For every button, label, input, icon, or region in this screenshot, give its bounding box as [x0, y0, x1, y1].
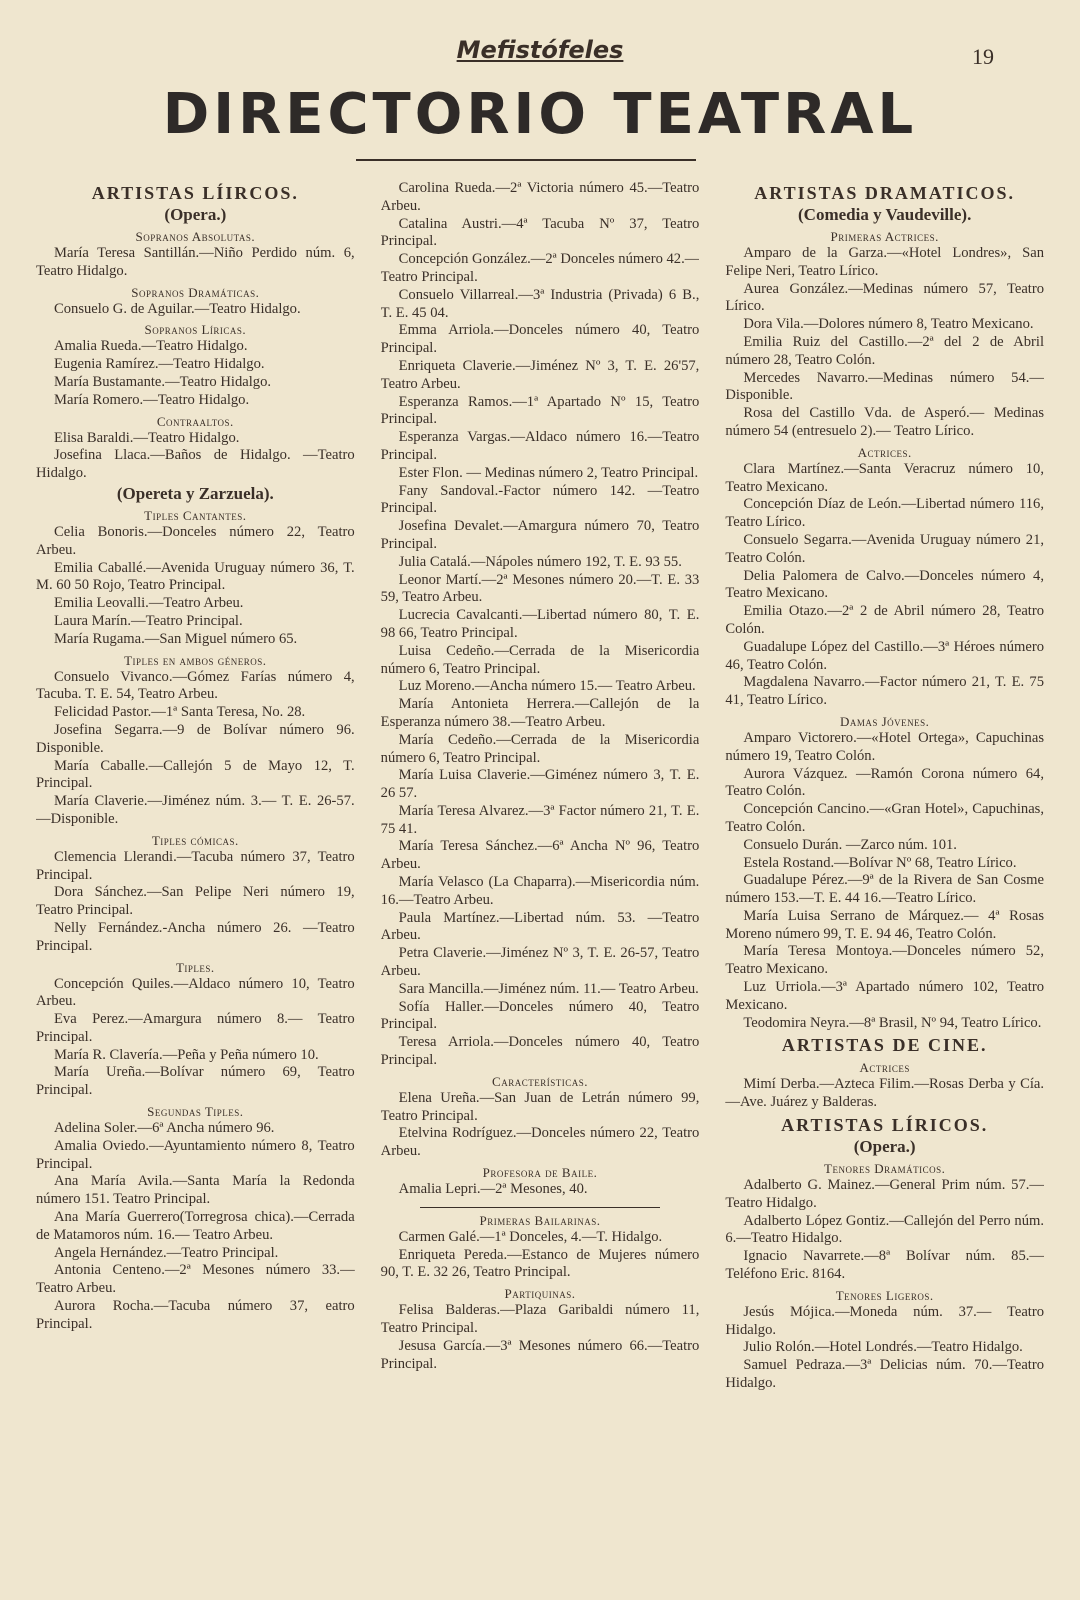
category-heading: Segundas Tiples.: [147, 1104, 244, 1120]
category-heading: Contraaltos.: [156, 413, 234, 429]
directory-entry: Sara Mancilla.—Jiménez núm. 11.— Teatro Arbeu.: [398, 980, 699, 997]
column-1: [36, 180, 355, 1590]
directory-entry: Amalia Oviedo.—Ayuntamiento número 8, Teatro Principal.: [36, 1137, 355, 1172]
directory-entry: Angela Hernández.—Teatro Principal.: [54, 1244, 279, 1261]
category-heading: Actrices.: [857, 444, 912, 460]
directory-entry: Estela Rostand.—Bolívar Nº 68, Teatro Lírico.: [743, 854, 1017, 871]
category-heading: Partiquinas.: [504, 1286, 576, 1302]
directory-entry: Etelvina Rodríguez.—Donceles número 22, Teatro Arbeu.: [380, 1125, 700, 1160]
directory-entry: Aurea González.—Medinas número 57, Teatro Lírico.: [725, 280, 1045, 315]
category-heading: Características.: [492, 1073, 588, 1089]
title-rule: [356, 159, 696, 161]
column-3: [725, 180, 1044, 1590]
directory-entry: Ignacio Navarrete.—8ª Bolívar núm. 85.—Teléfono Eric. 8164.: [725, 1248, 1045, 1283]
directory-columns: [36, 180, 1044, 1590]
directory-entry: Clara Martínez.—Santa Veracruz número 10, Teatro Mexicano.: [725, 460, 1045, 495]
directory-entry: Consuelo Durán. —Zarco núm. 101.: [743, 836, 957, 853]
directory-entry: Petra Claverie.—Jiménez Nº 3, T. E. 26-57, Teatro Arbeu.: [380, 945, 700, 980]
page-header: [0, 0, 1080, 170]
category-heading: Tiples en ambos géneros.: [124, 652, 267, 668]
directory-entry: Laura Marín.—Teatro Principal.: [54, 612, 243, 629]
magazine-name: Mefistófeles: [456, 36, 624, 64]
directory-entry: Sofía Haller.—Donceles número 40, Teatro Principal.: [380, 998, 700, 1033]
directory-entry: Aurora Rocha.—Tacuba número 37, eatro Principal.: [36, 1298, 355, 1332]
directory-entry: Consuelo Vivanco.—Gómez Farías número 4, Tacuba. T. E. 54, Teatro Arbeu.: [36, 668, 355, 703]
category-heading: Tenores Dramáticos.: [824, 1161, 946, 1177]
directory-entry: Concepción Cancino.—«Gran Hotel», Capuchinas, Teatro Colón.: [725, 801, 1045, 835]
directory-entry: María Cedeño.—Cerrada de la Misericordia número 6, Teatro Principal.: [380, 731, 700, 766]
directory-entry: Julia Catalá.—Nápoles número 192, T. E. 93 55.: [398, 553, 682, 570]
directory-entry: Carmen Galé.—1ª Donceles, 4.—T. Hidalgo.: [398, 1228, 663, 1245]
category-heading: Sopranos Absolutas.: [135, 229, 256, 244]
category-heading: Tiples Cantantes.: [144, 507, 247, 523]
directory-entry: Josefina Devalet.—Amargura número 70, Teatro Principal.: [380, 518, 700, 552]
directory-entry: Adelina Soler.—6ª Ancha número 96.: [54, 1120, 275, 1137]
section-subtitle: (Comedia y Vaudeville).: [798, 205, 972, 224]
directory-entry: Luz Urriola.—3ª Apartado número 102, Teatro Mexicano.: [725, 979, 1045, 1013]
directory-entry: Esperanza Ramos.—1ª Apartado Nº 15, Teatro Principal.: [380, 393, 700, 428]
category-heading: Sopranos Dramáticas.: [131, 284, 260, 300]
directory-entry: Rosa del Castillo Vda. de Asperó.— Medinas número 54 (entresuelo 2).— Teatro Lírico.: [725, 405, 1045, 439]
directory-entry: Catalina Austri.—4ª Tacuba Nº 37, Teatro Principal.: [380, 215, 700, 250]
directory-entry: María R. Clavería.—Peña y Peña número 10.: [54, 1046, 319, 1063]
category-heading: Tenores Ligeros.: [835, 1287, 934, 1303]
directory-entry: Celia Bonoris.—Donceles número 22, Teatro Arbeu.: [36, 523, 355, 558]
directory-entry: Teodomira Neyra.—8ª Brasil, Nº 94, Teatro Lírico.: [743, 1014, 1042, 1031]
directory-entry: María Rugama.—San Miguel número 65.: [54, 630, 298, 647]
column-2: [381, 180, 700, 1590]
directory-entry: Concepción Díaz de León.—Libertad número 116, Teatro Lírico.: [725, 496, 1045, 531]
directory-entry: Lucrecia Cavalcanti.—Libertad número 80, T. E. 98 66, Teatro Principal.: [380, 607, 700, 641]
directory-entry: Felicidad Pastor.—1ª Santa Teresa, No. 28.: [54, 704, 306, 721]
directory-entry: Consuelo Villarreal.—3ª Industria (Privada) 6 B., T. E. 45 04.: [380, 286, 700, 321]
section-subtitle: (Opera.): [853, 1137, 916, 1157]
directory-entry: María Bustamante.—Teatro Hidalgo.: [54, 373, 272, 390]
directory-entry: María Teresa Sánchez.—6ª Ancha Nº 96, Teatro Arbeu.: [380, 838, 700, 873]
directory-entry: Ana María Avila.—Santa María la Redonda número 151. Teatro Principal.: [36, 1173, 355, 1208]
directory-entry: Fany Sandoval.-Factor número 142. —Teatro Principal.: [380, 482, 700, 517]
section-subtitle: (Opera.): [164, 205, 227, 224]
directory-entry: Emma Arriola.—Donceles número 40, Teatro Principal.: [380, 322, 700, 357]
directory-entry: Consuelo Segarra.—Avenida Uruguay número 21, Teatro Colón.: [725, 531, 1045, 566]
directory-entry: Enriqueta Pereda.—Estanco de Mujeres número 90, T. E. 32 26, Teatro Principal.: [380, 1246, 700, 1281]
directory-entry: Mercedes Navarro.—Medinas número 54.—Disponible.: [725, 369, 1045, 404]
directory-entry: Magdalena Navarro.—Factor número 21, T. E. 75 41, Teatro Lírico.: [725, 674, 1045, 709]
category-heading: Actrices: [859, 1060, 910, 1076]
directory-entry: María Teresa Santillán.—Niño Perdido núm. 6, Teatro Hidalgo.: [36, 245, 355, 279]
directory-entry: Amalia Rueda.—Teatro Hidalgo.: [54, 338, 248, 355]
directory-entry: María Claverie.—Jiménez núm. 3.— T. E. 26-57.—Disponible.: [36, 793, 355, 827]
section-divider: [420, 1207, 660, 1208]
directory-entry: Amparo Victorero.—«Hotel Ortega», Capuchinas número 19, Teatro Colón.: [725, 729, 1045, 764]
directory-entry: Samuel Pedraza.—3ª Delicias núm. 70.—Teatro Hidalgo.: [725, 1357, 1045, 1392]
directory-entry: Dora Vila.—Dolores número 8, Teatro Mexicano.: [743, 316, 1034, 333]
directory-entry: Felisa Balderas.—Plaza Garibaldi número 11, Teatro Principal.: [380, 1302, 700, 1337]
section-title: ARTISTAS DE CINE.: [781, 1035, 988, 1056]
directory-entry: Enriqueta Claverie.—Jiménez Nº 3, T. E. 26'57, Teatro Arbeu.: [380, 357, 700, 392]
directory-entry: Amalia Lepri.—2ª Mesones, 40.: [398, 1181, 588, 1198]
directory-entry: Adalberto G. Mainez.—General Prim núm. 57.—Teatro Hidalgo.: [725, 1177, 1045, 1211]
directory-entry: María Teresa Alvarez.—3ª Factor número 21, T. E. 75 41.: [380, 802, 700, 837]
section-title: ARTISTAS DRAMATICOS.: [754, 183, 1016, 203]
directory-entry: María Antonieta Herrera.—Callejón de la Esperanza número 38.—Teatro Arbeu.: [380, 696, 700, 730]
directory-entry: María Teresa Montoya.—Donceles número 52, Teatro Mexicano.: [725, 943, 1045, 978]
directory-entry: Elena Ureña.—San Juan de Letrán número 99, Teatro Principal.: [380, 1089, 700, 1124]
directory-entry: María Caballe.—Callejón 5 de Mayo 12, T. Principal.: [36, 757, 355, 792]
category-heading: Tiples cómicas.: [151, 832, 239, 848]
directory-entry: Leonor Martí.—2ª Mesones número 20.—T. E. 33 59, Teatro Arbeu.: [380, 571, 700, 606]
category-heading: Damas Jóvenes.: [839, 713, 930, 729]
directory-entry: Paula Martínez.—Libertad núm. 53. —Teatro Arbeu.: [380, 909, 700, 944]
category-heading: Tiples.: [175, 959, 215, 975]
directory-entry: Amparo de la Garza.—«Hotel Londres», San Felipe Neri, Teatro Lírico.: [725, 245, 1045, 279]
directory-entry: María Luisa Claverie.—Giménez número 3, T. E. 26 57.: [380, 767, 700, 802]
directory-entry: Antonia Centeno.—2ª Mesones número 33.—Teatro Arbeu.: [36, 1262, 355, 1297]
directory-entry: Concepción González.—2ª Donceles número 42.—Teatro Principal.: [380, 251, 700, 285]
directory-entry: Emilia Otazo.—2ª 2 de Abril número 28, Teatro Colón.: [725, 603, 1045, 637]
directory-entry: Carolina Rueda.—2ª Victoria número 45.—Teatro Arbeu.: [380, 180, 700, 214]
directory-entry: Jesús Mójica.—Moneda núm. 37.— Teatro Hidalgo.: [725, 1303, 1045, 1338]
directory-entry: Luz Moreno.—Ancha número 15.— Teatro Arbeu.: [398, 678, 696, 695]
category-heading: Primeras Bailarinas.: [479, 1212, 601, 1228]
directory-entry: Ester Flon. — Medinas número 2, Teatro Principal.: [398, 464, 699, 481]
directory-entry: Luisa Cedeño.—Cerrada de la Misericordia número 6, Teatro Principal.: [380, 642, 700, 677]
category-heading: Sopranos Líricas.: [144, 322, 247, 338]
directory-entry: Eva Perez.—Amargura número 8.— Teatro Principal.: [36, 1011, 355, 1045]
directory-entry: María Velasco (La Chaparra).—Misericordia núm. 16.—Teatro Arbeu.: [380, 874, 700, 908]
directory-entry: Emilia Caballé.—Avenida Uruguay número 36, T. M. 60 50 Rojo, Teatro Principal.: [36, 559, 355, 594]
page-title: DIRECTORIO TEATRAL: [162, 82, 918, 147]
directory-entry: Delia Palomera de Calvo.—Donceles número 4, Teatro Mexicano.: [725, 567, 1045, 602]
category-heading: Primeras Actrices.: [830, 229, 939, 244]
directory-entry: Josefina Llaca.—Baños de Hidalgo. —Teatro Hidalgo.: [36, 447, 355, 482]
section-subtitle: (Opereta y Zarzuela).: [116, 483, 274, 503]
directory-entry: María Ureña.—Bolívar número 69, Teatro Principal.: [36, 1064, 355, 1099]
directory-entry: María Luisa Serrano de Márquez.— 4ª Rosas Moreno número 99, T. E. 94 46, Teatro Colón.: [725, 907, 1045, 942]
directory-entry: Teresa Arriola.—Donceles número 40, Teatro Principal.: [380, 1034, 700, 1069]
directory-entry: Mimí Derba.—Azteca Filim.—Rosas Derba y Cía.—Ave. Juárez y Balderas.: [725, 1076, 1045, 1111]
directory-entry: Clemencia Llerandi.—Tacuba número 37, Teatro Principal.: [36, 848, 355, 883]
page-number: 19: [972, 44, 994, 69]
category-heading: Profesora de Baile.: [482, 1165, 598, 1181]
directory-entry: Eugenia Ramírez.—Teatro Hidalgo.: [54, 356, 265, 373]
directory-entry: Elisa Baraldi.—Teatro Hidalgo.: [54, 429, 240, 446]
section-title: ARTISTAS LÍRICOS.: [781, 1115, 989, 1136]
section-title: ARTISTAS LÍIRCOS.: [91, 183, 299, 203]
directory-entry: Aurora Vázquez. —Ramón Corona número 64, Teatro Colón.: [725, 765, 1045, 800]
directory-entry: Josefina Segarra.—9 de Bolívar número 96. Disponible.: [36, 721, 355, 756]
directory-entry: Concepción Quiles.—Aldaco número 10, Teatro Arbeu.: [36, 975, 355, 1010]
directory-entry: Jesusa García.—3ª Mesones número 66.—Teatro Principal.: [380, 1337, 700, 1372]
directory-entry: Guadalupe Pérez.—9ª de la Rivera de San Cosme número 153.—T. E. 44 16.—Teatro Lírico.: [725, 872, 1045, 907]
directory-entry: Emilia Leovalli.—Teatro Arbeu.: [54, 595, 244, 612]
directory-entry: Esperanza Vargas.—Aldaco número 16.—Teatro Principal.: [380, 429, 700, 463]
directory-entry: María Romero.—Teatro Hidalgo.: [54, 391, 250, 408]
directory-entry: Adalberto López Gontiz.—Callejón del Perro núm. 6.—Teatro Hidalgo.: [725, 1212, 1045, 1247]
directory-entry: Emilia Ruiz del Castillo.—2ª del 2 de Abril número 28, Teatro Colón.: [725, 333, 1045, 368]
directory-entry: Consuelo G. de Aguilar.—Teatro Hidalgo.: [54, 300, 301, 317]
directory-entry: Nelly Fernández.-Ancha número 26. —Teatro Principal.: [36, 919, 355, 954]
directory-entry: Dora Sánchez.—San Pelipe Neri número 19, Teatro Principal.: [36, 884, 355, 919]
directory-entry: Julio Rolón.—Hotel Londrés.—Teatro Hidalgo.: [743, 1339, 1023, 1356]
directory-entry: Guadalupe López del Castillo.—3ª Héroes número 46, Teatro Colón.: [725, 638, 1045, 673]
directory-entry: Ana María Guerrero(Torregrosa chica).—Cerrada de Matamoros núm. 16.— Teatro Arbeu.: [36, 1209, 355, 1243]
